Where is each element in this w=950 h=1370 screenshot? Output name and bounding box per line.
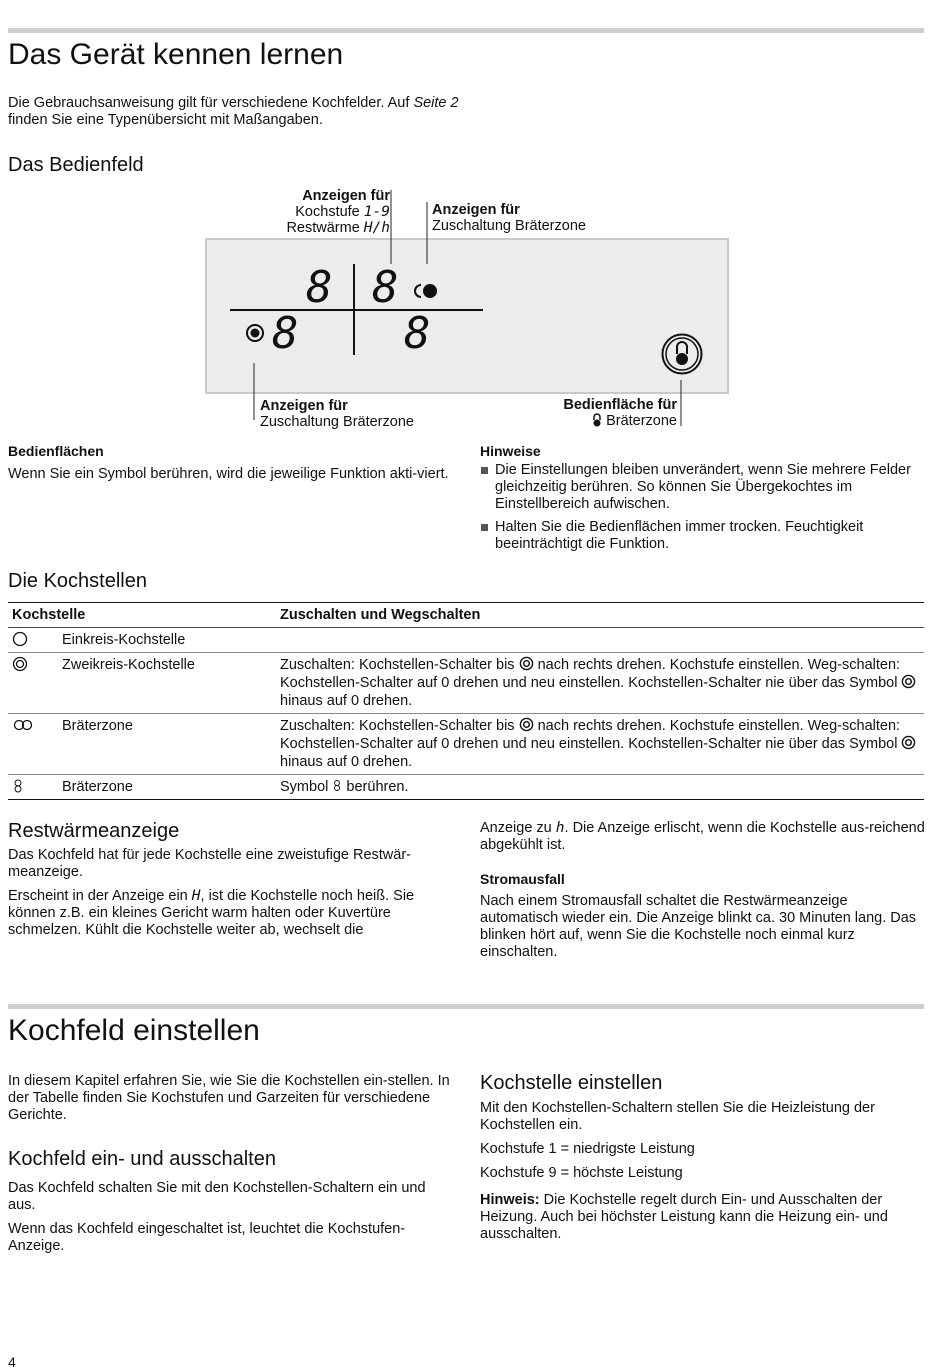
section-heading-kochstellen: Die Kochstellen: [8, 570, 147, 592]
column-header: Zuschalten und Wegschalten: [276, 603, 924, 628]
double-ring-icon: [901, 735, 916, 750]
vertical-zone-icon: [12, 778, 24, 794]
einaus-paragraph-2: Wenn das Kochfeld eingeschaltet ist, leuchtet die Kochstufen-Anzeige.: [8, 1221, 406, 1254]
section2-intro: In diesem Kapitel erfahren Sie, wie Sie die Kochstellen ein-stellen. In der Tabelle finden Sie Kochstufen und Garzeiten für verschiedene Gerichte.: [8, 1073, 450, 1123]
list-item: Die Einstellungen bleiben unverändert, wenn Sie mehrere Felder gleichzeitig berühren. So können Sie Übergekochtes im Einstellbereich aufwischen.: [480, 462, 925, 513]
oval-zone-icon: [12, 717, 34, 733]
display-digit-bottom-left: 8: [272, 308, 299, 359]
display-digit-top-right: 8: [372, 262, 399, 313]
oval-zone-indicator-icon: [412, 282, 442, 300]
kochstufe-max-text: Kochstufe 9 = höchste Leistung: [480, 1165, 683, 1181]
hinweise-list: [480, 462, 925, 559]
vertical-zone-icon: [592, 413, 602, 427]
double-ring-icon: [901, 674, 916, 689]
zone-lock-button-icon[interactable]: [660, 332, 704, 376]
table-row: Bräterzone Zuschalten: Kochstellen-Schalter bis nach rechts drehen. Kochstufe einstellen. Weg-schalten: Kochstellen-Schalter auf 0 drehen und neu einstellen. Kochstellen-Schalter nie über das Symbol hinaus auf 0 drehen.: [8, 714, 924, 775]
double-ring-indicator-icon: [245, 323, 265, 343]
section-divider: [8, 1004, 924, 1009]
table-row: Zweikreis-Kochstelle Zuschalten: Kochstellen-Schalter bis nach rechts drehen. Kochstufe einstellen. Weg-schalten: Kochstellen-Schalter auf 0 drehen und neu einstellen. Kochstellen-Schalter nie über das Symbol hinaus auf 0 drehen.: [8, 653, 924, 714]
intro-paragraph: Die Gebrauchsanweisung gilt für verschiedene Kochfelder. Auf Seite 2 finden Sie eine Typenübersicht mit Maßangaben.: [8, 95, 459, 128]
heading-kochstelle-einstellen: Kochstelle einstellen: [480, 1072, 663, 1094]
list-item: Halten Sie die Bedienflächen immer trocken. Feuchtigkeit beeinträchtigt die Funktion.: [480, 519, 925, 553]
section-title-kochfeld-einstellen: Kochfeld einstellen: [8, 1014, 260, 1047]
section-heading-restwaerme: Restwärmeanzeige: [8, 820, 180, 842]
restwaerme-paragraph-1: Das Kochfeld hat für jede Kochstelle eine zweistufige Restwär-meanzeige.: [8, 847, 411, 880]
display-digit-top-left: 8: [306, 262, 333, 313]
section-divider: [8, 28, 924, 33]
einaus-paragraph-1: Das Kochfeld schalten Sie mit den Kochstellen-Schaltern ein und aus.: [8, 1180, 426, 1213]
stromausfall-text: Nach einem Stromausfall schaltet die Restwärmeanzeige automatisch wieder ein. Die Anzeige blinkt ca. 30 Minuten lang. Das blinken hört auf, wenn Sie die Kochstelle noch einmal kurz einschalten.: [480, 893, 917, 960]
vertical-zone-icon: [332, 778, 342, 793]
kochstelle-hinweis: Hinweis: Die Kochstelle regelt durch Ein- und Ausschalten der Heizung. Auch bei höchster Leistung kann die Heizung ein- und ausschalten.: [480, 1192, 888, 1242]
heading-ein-ausschalten: Kochfeld ein- und ausschalten: [8, 1148, 276, 1170]
double-ring-icon: [519, 656, 534, 671]
callout-zone-display-bottom: Anzeigen für Zuschaltung Bräterzone: [260, 398, 414, 430]
kochstelle-einstellen-paragraph-1: Mit den Kochstellen-Schaltern stellen Sie die Heizleistung der Kochstellen ein.: [480, 1100, 875, 1133]
kochstufe-min-text: Kochstufe 1 = niedrigste Leistung: [480, 1141, 695, 1157]
double-ring-icon: [519, 717, 534, 732]
callout-display-levels: Anzeigen für Kochstufe 1-9 Restwärme H/h: [286, 188, 390, 236]
restwaerme-paragraph-3: Anzeige zu h. Die Anzeige erlischt, wenn die Kochstelle aus-reichend abgekühlt ist.: [480, 820, 925, 853]
section-heading-bedienfeld: Das Bedienfeld: [8, 154, 144, 176]
double-ring-icon: [12, 656, 28, 672]
control-panel-lines: [0, 180, 950, 440]
kochstellen-table: [8, 602, 924, 800]
callout-zone-button: Bedienfläche für Bräterzone: [563, 397, 677, 429]
page-reference-link[interactable]: Seite 2: [413, 95, 459, 111]
heading-hinweise: Hinweise: [480, 443, 541, 459]
column-header: Kochstelle: [8, 603, 276, 628]
page-title: Das Gerät kennen lernen: [8, 38, 344, 71]
table-header-row: [8, 603, 924, 628]
table-row: Einkreis-Kochstelle: [8, 628, 924, 653]
display-digit-bottom-right: 8: [404, 308, 431, 359]
restwaerme-paragraph-2: Erscheint in der Anzeige ein H, ist die Kochstelle noch heiß. Sie können z.B. ein kleines Gericht warm halten oder Kuvertüre schmelzen. Kühlt die Kochstelle weiter ab, wechselt die: [8, 888, 415, 938]
page-number: 4: [8, 1354, 16, 1370]
bedienflaechen-text: Wenn Sie ein Symbol berühren, wird die jeweilige Funktion akti-viert.: [8, 466, 449, 482]
callout-zone-display-top: Anzeigen für Zuschaltung Bräterzone: [432, 202, 586, 234]
heading-stromausfall: Stromausfall: [480, 871, 565, 887]
single-ring-icon: [12, 631, 28, 647]
heading-bedienflaechen: Bedienflächen: [8, 443, 104, 459]
table-row: Bräterzone Symbol berühren.: [8, 775, 924, 800]
